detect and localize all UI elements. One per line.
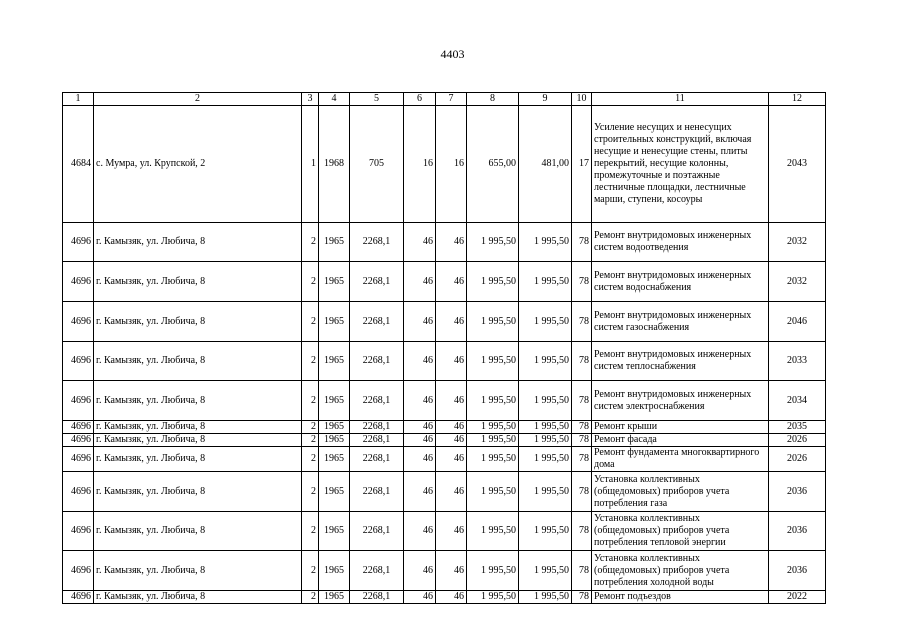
address-cell: г. Камызяк, ул. Любича, 8 bbox=[94, 472, 302, 512]
table-row bbox=[63, 302, 826, 342]
plan-year-cell: 2033 bbox=[769, 342, 826, 381]
apartments-cell: 46 bbox=[404, 551, 436, 591]
table-row bbox=[63, 591, 826, 604]
area-cell: 2268,1 bbox=[350, 472, 404, 512]
living-area-cell: 1 995,50 bbox=[467, 342, 519, 381]
living-area-cell: 1 995,50 bbox=[467, 421, 519, 434]
residents-cell: 46 bbox=[436, 591, 467, 604]
work-type-cell: Ремонт подъездов bbox=[592, 591, 769, 604]
residents-cell: 46 bbox=[436, 262, 467, 302]
living-area-cell: 1 995,50 bbox=[467, 591, 519, 604]
wear-cell: 78 bbox=[572, 302, 592, 342]
plan-year-cell: 2026 bbox=[769, 434, 826, 447]
group-cell: 1 bbox=[302, 106, 319, 223]
owned-area-cell: 1 995,50 bbox=[519, 302, 572, 342]
owned-area-cell: 1 995,50 bbox=[519, 447, 572, 472]
wear-cell: 17 bbox=[572, 106, 592, 223]
apartments-cell: 46 bbox=[404, 472, 436, 512]
residents-cell: 46 bbox=[436, 381, 467, 421]
work-type-cell: Ремонт крыши bbox=[592, 421, 769, 434]
address-cell: г. Камызяк, ул. Любича, 8 bbox=[94, 512, 302, 551]
table-row bbox=[63, 106, 826, 223]
area-cell: 2268,1 bbox=[350, 447, 404, 472]
area-cell: 2268,1 bbox=[350, 591, 404, 604]
group-cell: 2 bbox=[302, 262, 319, 302]
wear-cell: 78 bbox=[572, 447, 592, 472]
group-cell: 2 bbox=[302, 447, 319, 472]
living-area-cell: 1 995,50 bbox=[467, 447, 519, 472]
wear-cell: 78 bbox=[572, 342, 592, 381]
owned-area-cell: 481,00 bbox=[519, 106, 572, 223]
column-number-header: 12 bbox=[769, 93, 826, 106]
building-id-cell: 4696 bbox=[63, 512, 94, 551]
area-cell: 2268,1 bbox=[350, 342, 404, 381]
address-cell: г. Камызяк, ул. Любича, 8 bbox=[94, 262, 302, 302]
wear-cell: 78 bbox=[572, 591, 592, 604]
table-row bbox=[63, 262, 826, 302]
work-type-cell: Ремонт фасада bbox=[592, 434, 769, 447]
owned-area-cell: 1 995,50 bbox=[519, 512, 572, 551]
plan-year-cell: 2026 bbox=[769, 447, 826, 472]
plan-year-cell: 2022 bbox=[769, 591, 826, 604]
table-row bbox=[63, 434, 826, 447]
group-cell: 2 bbox=[302, 223, 319, 262]
address-cell: г. Камызяк, ул. Любича, 8 bbox=[94, 447, 302, 472]
residents-cell: 46 bbox=[436, 342, 467, 381]
table-row bbox=[63, 223, 826, 262]
column-number-header: 7 bbox=[436, 93, 467, 106]
apartments-cell: 46 bbox=[404, 342, 436, 381]
area-cell: 705 bbox=[350, 106, 404, 223]
work-type-cell: Установка коллективных (общедомовых) приборов учета потребления холодной воды bbox=[592, 551, 769, 591]
residents-cell: 46 bbox=[436, 447, 467, 472]
residents-cell: 46 bbox=[436, 421, 467, 434]
living-area-cell: 1 995,50 bbox=[467, 223, 519, 262]
address-cell: г. Камызяк, ул. Любича, 8 bbox=[94, 381, 302, 421]
plan-year-cell: 2035 bbox=[769, 421, 826, 434]
apartments-cell: 46 bbox=[404, 381, 436, 421]
building-id-cell: 4696 bbox=[63, 472, 94, 512]
year-cell: 1965 bbox=[319, 591, 350, 604]
plan-year-cell: 2032 bbox=[769, 223, 826, 262]
owned-area-cell: 1 995,50 bbox=[519, 342, 572, 381]
plan-year-cell: 2034 bbox=[769, 381, 826, 421]
work-type-cell: Установка коллективных (общедомовых) приборов учета потребления тепловой энергии bbox=[592, 512, 769, 551]
header-row bbox=[63, 93, 826, 106]
living-area-cell: 1 995,50 bbox=[467, 262, 519, 302]
work-type-cell: Ремонт внутридомовых инженерных систем водоотведения bbox=[592, 223, 769, 262]
owned-area-cell: 1 995,50 bbox=[519, 591, 572, 604]
area-cell: 2268,1 bbox=[350, 262, 404, 302]
address-cell: г. Камызяк, ул. Любича, 8 bbox=[94, 434, 302, 447]
building-id-cell: 4696 bbox=[63, 223, 94, 262]
group-cell: 2 bbox=[302, 381, 319, 421]
plan-year-cell: 2032 bbox=[769, 262, 826, 302]
apartments-cell: 46 bbox=[404, 434, 436, 447]
owned-area-cell: 1 995,50 bbox=[519, 421, 572, 434]
work-type-cell: Ремонт внутридомовых инженерных систем газоснабжения bbox=[592, 302, 769, 342]
capital-repair-table bbox=[62, 92, 826, 604]
plan-year-cell: 2043 bbox=[769, 106, 826, 223]
year-cell: 1965 bbox=[319, 342, 350, 381]
table-row bbox=[63, 342, 826, 381]
plan-year-cell: 2046 bbox=[769, 302, 826, 342]
year-cell: 1968 bbox=[319, 106, 350, 223]
apartments-cell: 16 bbox=[404, 106, 436, 223]
living-area-cell: 1 995,50 bbox=[467, 381, 519, 421]
year-cell: 1965 bbox=[319, 472, 350, 512]
column-number-header: 3 bbox=[302, 93, 319, 106]
area-cell: 2268,1 bbox=[350, 512, 404, 551]
living-area-cell: 1 995,50 bbox=[467, 434, 519, 447]
plan-year-cell: 2036 bbox=[769, 551, 826, 591]
column-number-header: 1 bbox=[63, 93, 94, 106]
work-type-cell: Ремонт фундамента многоквартирного дома bbox=[592, 447, 769, 472]
residents-cell: 46 bbox=[436, 302, 467, 342]
group-cell: 2 bbox=[302, 591, 319, 604]
residents-cell: 46 bbox=[436, 472, 467, 512]
address-cell: г. Камызяк, ул. Любича, 8 bbox=[94, 223, 302, 262]
building-id-cell: 4696 bbox=[63, 434, 94, 447]
owned-area-cell: 1 995,50 bbox=[519, 262, 572, 302]
table-row bbox=[63, 447, 826, 472]
address-cell: г. Камызяк, ул. Любича, 8 bbox=[94, 302, 302, 342]
year-cell: 1965 bbox=[319, 447, 350, 472]
table-row bbox=[63, 421, 826, 434]
address-cell: с. Мумра, ул. Крупской, 2 bbox=[94, 106, 302, 223]
work-type-cell: Ремонт внутридомовых инженерных систем водоснабжения bbox=[592, 262, 769, 302]
apartments-cell: 46 bbox=[404, 447, 436, 472]
year-cell: 1965 bbox=[319, 302, 350, 342]
owned-area-cell: 1 995,50 bbox=[519, 551, 572, 591]
owned-area-cell: 1 995,50 bbox=[519, 472, 572, 512]
building-id-cell: 4684 bbox=[63, 106, 94, 223]
area-cell: 2268,1 bbox=[350, 223, 404, 262]
address-cell: г. Камызяк, ул. Любича, 8 bbox=[94, 342, 302, 381]
area-cell: 2268,1 bbox=[350, 381, 404, 421]
year-cell: 1965 bbox=[319, 434, 350, 447]
owned-area-cell: 1 995,50 bbox=[519, 434, 572, 447]
residents-cell: 16 bbox=[436, 106, 467, 223]
plan-year-cell: 2036 bbox=[769, 472, 826, 512]
address-cell: г. Камызяк, ул. Любича, 8 bbox=[94, 421, 302, 434]
building-id-cell: 4696 bbox=[63, 262, 94, 302]
column-number-header: 11 bbox=[592, 93, 769, 106]
plan-year-cell: 2036 bbox=[769, 512, 826, 551]
group-cell: 2 bbox=[302, 551, 319, 591]
wear-cell: 78 bbox=[572, 472, 592, 512]
table-row bbox=[63, 551, 826, 591]
group-cell: 2 bbox=[302, 421, 319, 434]
column-number-header: 10 bbox=[572, 93, 592, 106]
group-cell: 2 bbox=[302, 472, 319, 512]
apartments-cell: 46 bbox=[404, 421, 436, 434]
wear-cell: 78 bbox=[572, 223, 592, 262]
wear-cell: 78 bbox=[572, 551, 592, 591]
apartments-cell: 46 bbox=[404, 302, 436, 342]
residents-cell: 46 bbox=[436, 434, 467, 447]
building-id-cell: 4696 bbox=[63, 342, 94, 381]
group-cell: 2 bbox=[302, 434, 319, 447]
apartments-cell: 46 bbox=[404, 512, 436, 551]
living-area-cell: 1 995,50 bbox=[467, 302, 519, 342]
year-cell: 1965 bbox=[319, 421, 350, 434]
address-cell: г. Камызяк, ул. Любича, 8 bbox=[94, 591, 302, 604]
living-area-cell: 655,00 bbox=[467, 106, 519, 223]
building-id-cell: 4696 bbox=[63, 551, 94, 591]
wear-cell: 78 bbox=[572, 512, 592, 551]
owned-area-cell: 1 995,50 bbox=[519, 381, 572, 421]
year-cell: 1965 bbox=[319, 262, 350, 302]
column-number-header: 9 bbox=[519, 93, 572, 106]
building-id-cell: 4696 bbox=[63, 591, 94, 604]
residents-cell: 46 bbox=[436, 223, 467, 262]
wear-cell: 78 bbox=[572, 421, 592, 434]
group-cell: 2 bbox=[302, 302, 319, 342]
wear-cell: 78 bbox=[572, 262, 592, 302]
building-id-cell: 4696 bbox=[63, 381, 94, 421]
year-cell: 1965 bbox=[319, 551, 350, 591]
living-area-cell: 1 995,50 bbox=[467, 551, 519, 591]
work-type-cell: Ремонт внутридомовых инженерных систем электроснабжения bbox=[592, 381, 769, 421]
column-number-header: 4 bbox=[319, 93, 350, 106]
page-number: 4403 bbox=[440, 47, 465, 61]
address-cell: г. Камызяк, ул. Любича, 8 bbox=[94, 551, 302, 591]
area-cell: 2268,1 bbox=[350, 434, 404, 447]
table-row bbox=[63, 512, 826, 551]
year-cell: 1965 bbox=[319, 512, 350, 551]
wear-cell: 78 bbox=[572, 381, 592, 421]
work-type-cell: Усиление несущих и ненесущих строительных конструкций, включая несущие и ненесущие стены, плиты перекрытий, несущие колонны, промежуточные и поэтажные лестничные площадки, лестничные марши, ступени, косоуры bbox=[592, 106, 769, 223]
living-area-cell: 1 995,50 bbox=[467, 472, 519, 512]
table-row bbox=[63, 472, 826, 512]
building-id-cell: 4696 bbox=[63, 302, 94, 342]
apartments-cell: 46 bbox=[404, 262, 436, 302]
column-number-header: 6 bbox=[404, 93, 436, 106]
group-cell: 2 bbox=[302, 342, 319, 381]
work-type-cell: Ремонт внутридомовых инженерных систем теплоснабжения bbox=[592, 342, 769, 381]
apartments-cell: 46 bbox=[404, 591, 436, 604]
column-number-header: 8 bbox=[467, 93, 519, 106]
group-cell: 2 bbox=[302, 512, 319, 551]
work-type-cell: Установка коллективных (общедомовых) приборов учета потребления газа bbox=[592, 472, 769, 512]
building-id-cell: 4696 bbox=[63, 447, 94, 472]
year-cell: 1965 bbox=[319, 381, 350, 421]
apartments-cell: 46 bbox=[404, 223, 436, 262]
residents-cell: 46 bbox=[436, 512, 467, 551]
area-cell: 2268,1 bbox=[350, 551, 404, 591]
living-area-cell: 1 995,50 bbox=[467, 512, 519, 551]
residents-cell: 46 bbox=[436, 551, 467, 591]
owned-area-cell: 1 995,50 bbox=[519, 223, 572, 262]
year-cell: 1965 bbox=[319, 223, 350, 262]
area-cell: 2268,1 bbox=[350, 302, 404, 342]
column-number-header: 5 bbox=[350, 93, 404, 106]
column-number-header: 2 bbox=[94, 93, 302, 106]
wear-cell: 78 bbox=[572, 434, 592, 447]
table-row bbox=[63, 381, 826, 421]
area-cell: 2268,1 bbox=[350, 421, 404, 434]
building-id-cell: 4696 bbox=[63, 421, 94, 434]
